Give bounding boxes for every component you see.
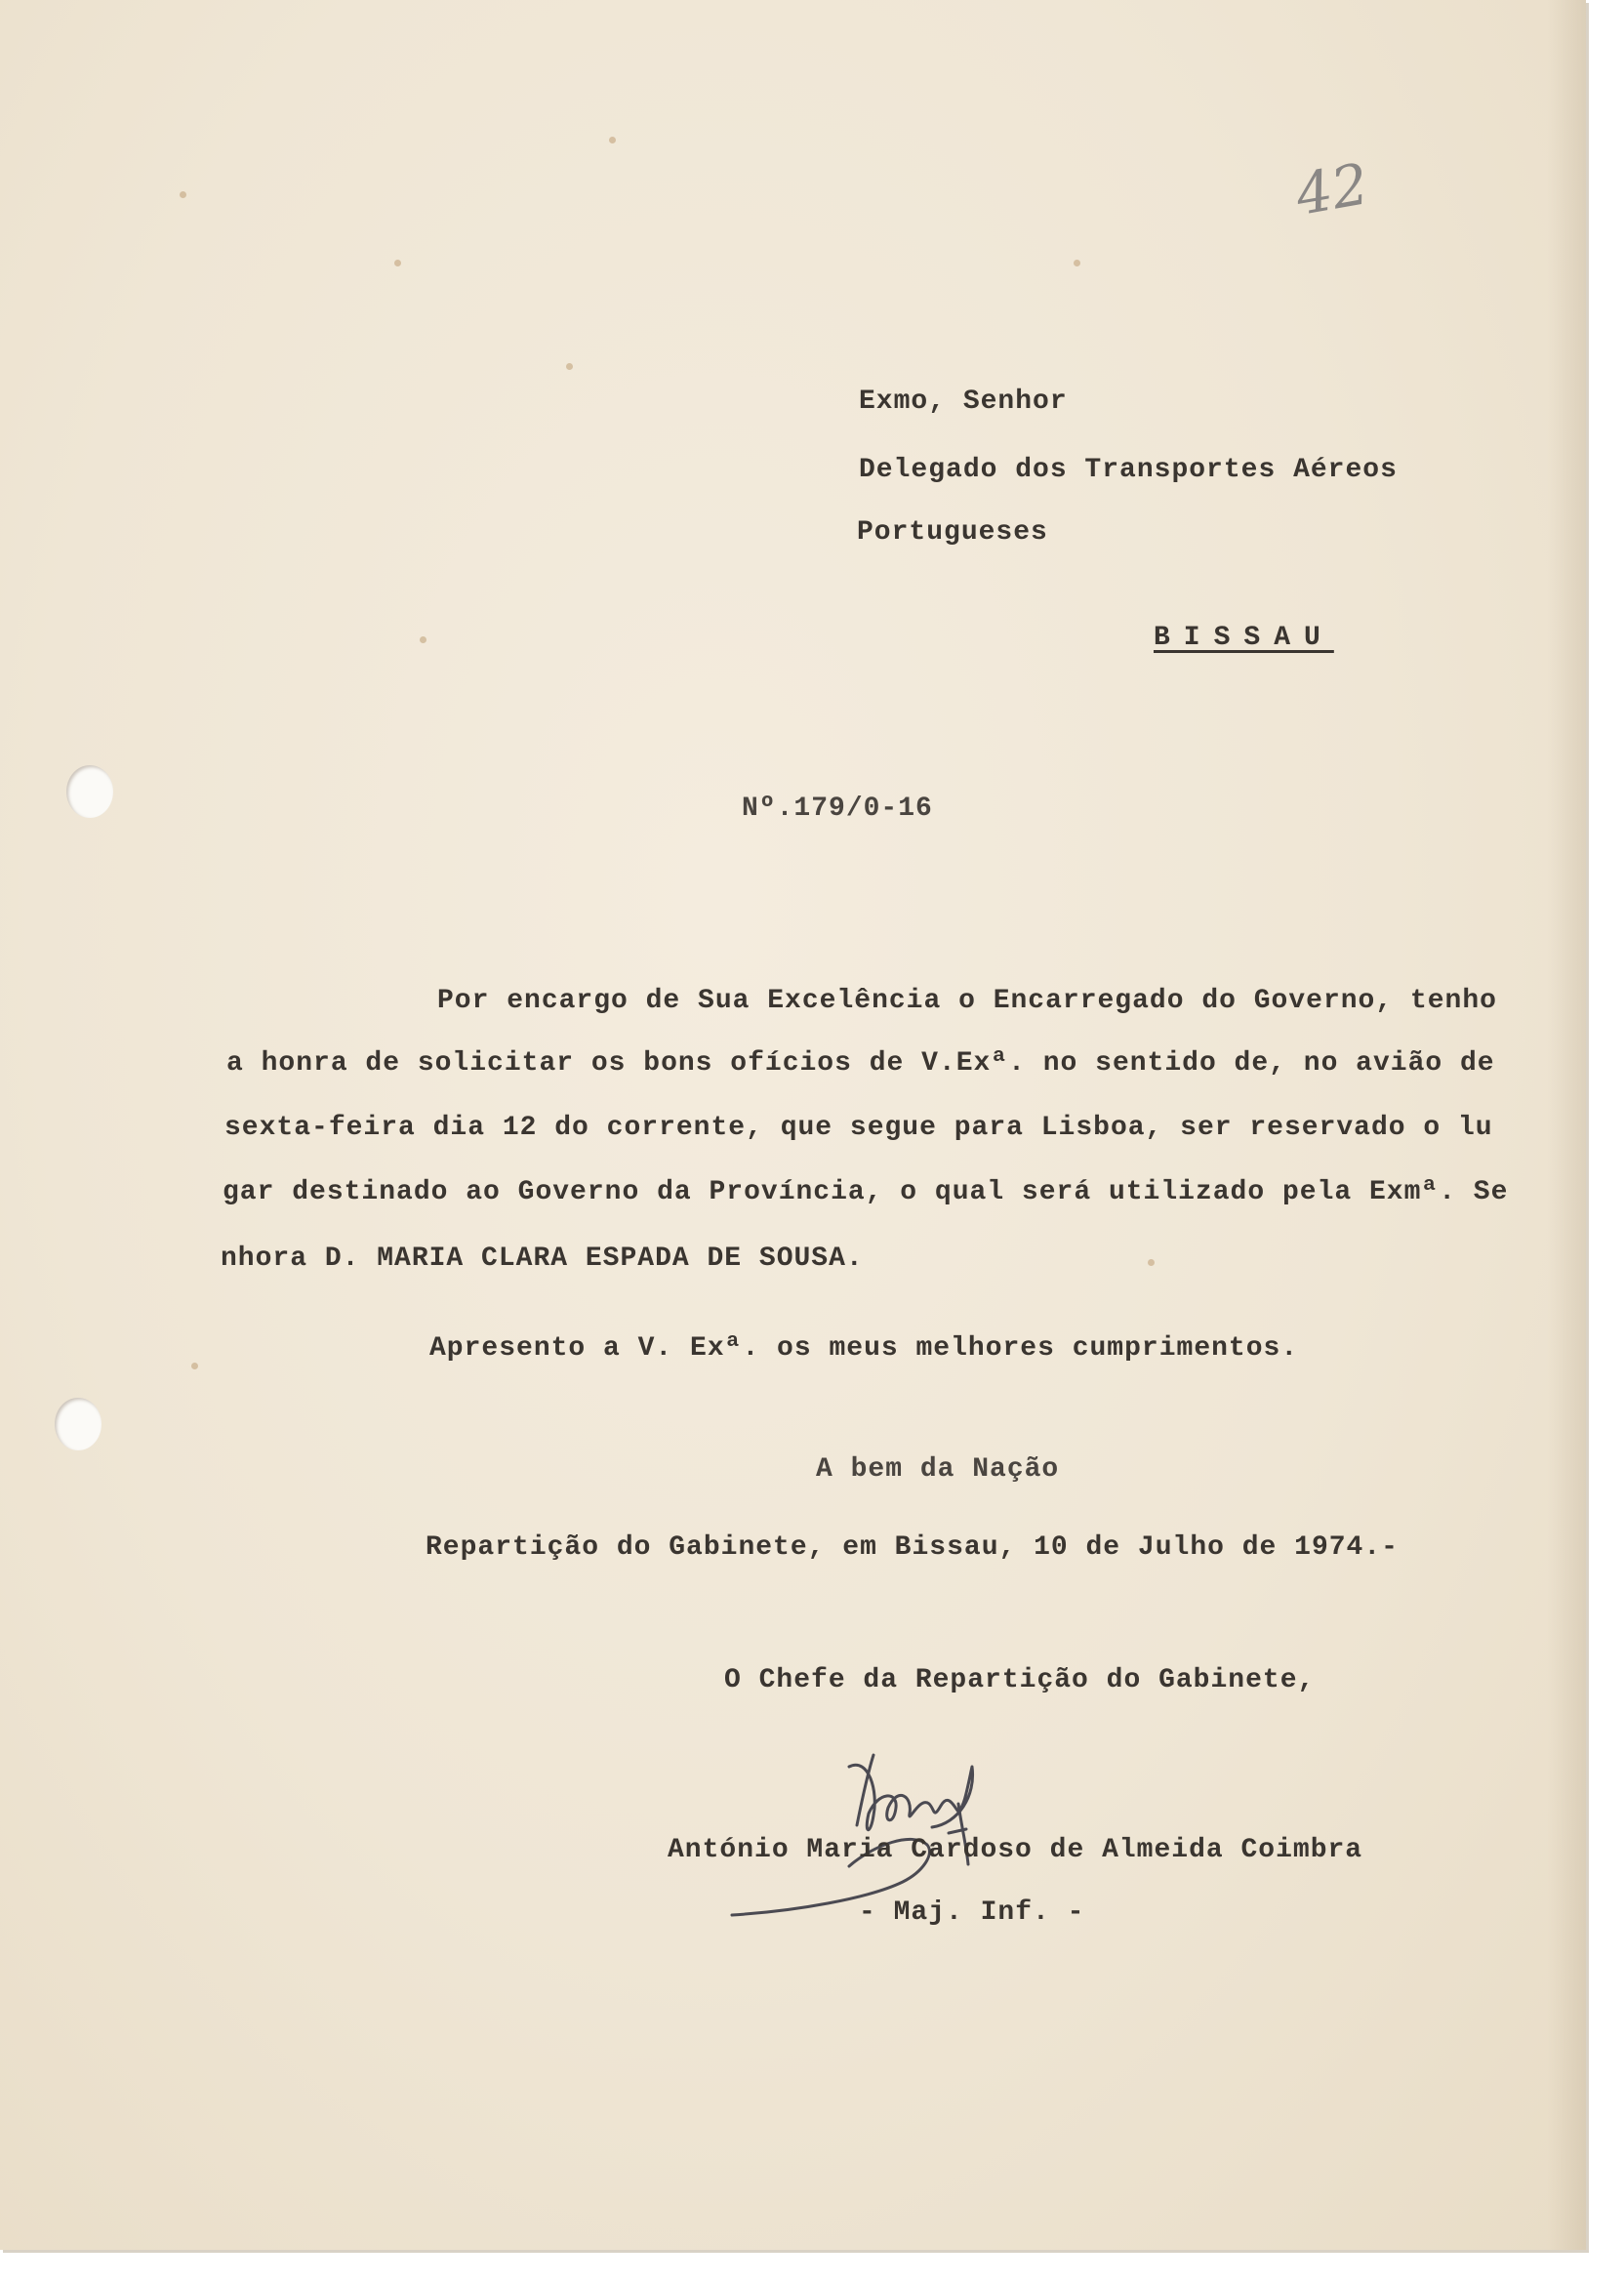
- address-line-1: Delegado dos Transportes Aéreos: [859, 455, 1398, 485]
- body-line: sexta-feira dia 12 do corrente, que segue para Lisboa, ser reservado o lu: [224, 1113, 1493, 1143]
- paper-speck: [191, 1363, 198, 1369]
- paper-speck: [180, 191, 186, 198]
- body-line: Por encargo de Sua Excelência o Encarregado do Governo, tenho: [437, 986, 1497, 1016]
- signatory-name: António Maria Cardoso de Almeida Coimbra: [668, 1835, 1363, 1865]
- signatory-title: O Chefe da Repartição do Gabinete,: [724, 1665, 1316, 1695]
- punch-hole-bottom: [55, 1398, 102, 1450]
- body-line: gar destinado ao Governo da Província, o qual será utilizado pela Exmª. Se: [223, 1177, 1509, 1207]
- paper-speck: [394, 260, 401, 266]
- handwritten-signature: [703, 1698, 1113, 1923]
- body-line: a honra de solicitar os bons ofícios de V.Exª. no sentido de, no avião de: [226, 1048, 1495, 1079]
- paper-speck: [1074, 260, 1080, 266]
- address-salutation: Exmo, Senhor: [859, 387, 1068, 417]
- address-city: BISSAU: [1154, 623, 1334, 653]
- valediction: A bem da Nação: [816, 1454, 1060, 1485]
- folio-number: 42: [1290, 150, 1374, 228]
- paper-speck: [609, 137, 616, 143]
- paper-speck: [1148, 1259, 1155, 1266]
- signatory-rank: - Maj. Inf. -: [859, 1897, 1085, 1928]
- body-line: nhora D. MARIA CLARA ESPADA DE SOUSA.: [221, 1244, 864, 1274]
- paper-speck: [420, 636, 426, 643]
- place-date: Repartição do Gabinete, em Bissau, 10 de Julho de 1974.-: [426, 1532, 1399, 1563]
- page-edge-shadow: [1547, 0, 1586, 2250]
- address-line-2: Portugueses: [857, 517, 1048, 548]
- reference-number: Nº.179/0-16: [742, 794, 933, 824]
- paper-speck: [566, 363, 573, 370]
- punch-hole-top: [66, 765, 113, 818]
- closing-line: Apresento a V. Exª. os meus melhores cumprimentos.: [429, 1333, 1299, 1364]
